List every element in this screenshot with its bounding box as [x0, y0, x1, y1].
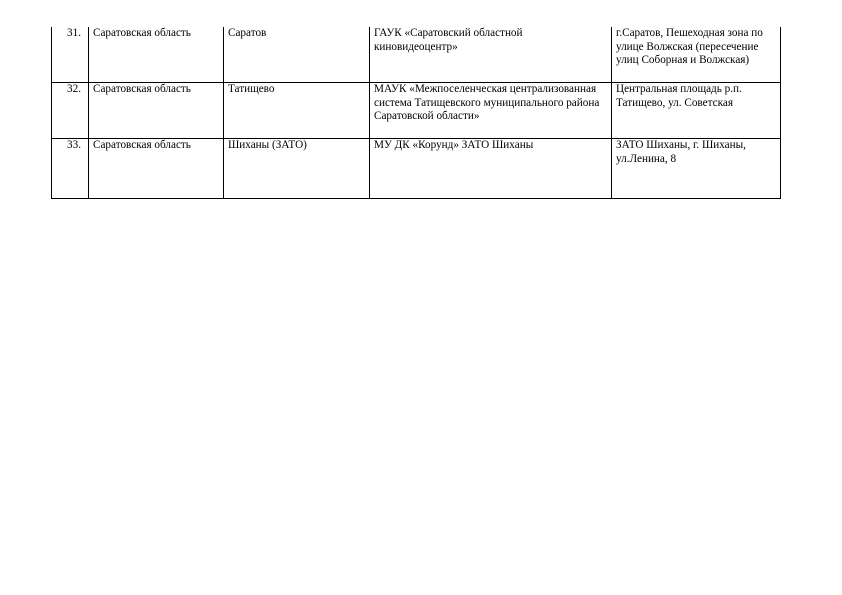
- city-cell: Шиханы (ЗАТО): [224, 139, 370, 199]
- table-row: [52, 27, 781, 83]
- city-cell: Татищево: [224, 83, 370, 139]
- city-cell: Саратов: [224, 27, 370, 83]
- venue-cell: МУ ДК «Корунд» ЗАТО Шиханы: [370, 139, 612, 199]
- address-cell: Центральная площадь р.п. Татищево, ул. Советская: [612, 83, 781, 139]
- table-row: [52, 83, 781, 139]
- venues-table: [51, 27, 781, 199]
- region-cell: Саратовская область: [89, 27, 224, 83]
- region-cell: Саратовская область: [89, 139, 224, 199]
- row-number: 31.: [52, 27, 89, 83]
- region-cell: Саратовская область: [89, 83, 224, 139]
- address-cell: ЗАТО Шиханы, г. Шиханы, ул.Ленина, 8: [612, 139, 781, 199]
- row-number: 33.: [52, 139, 89, 199]
- venue-cell: МАУК «Межпоселенческая централизованная система Татищевского муниципального района Саратовской области»: [370, 83, 612, 139]
- address-cell: г.Саратов, Пешеходная зона по улице Волжская (пересечение улиц Соборная и Волжская): [612, 27, 781, 83]
- table-row: [52, 139, 781, 199]
- venue-cell: ГАУК «Саратовский областной киновидеоцентр»: [370, 27, 612, 83]
- row-number: 32.: [52, 83, 89, 139]
